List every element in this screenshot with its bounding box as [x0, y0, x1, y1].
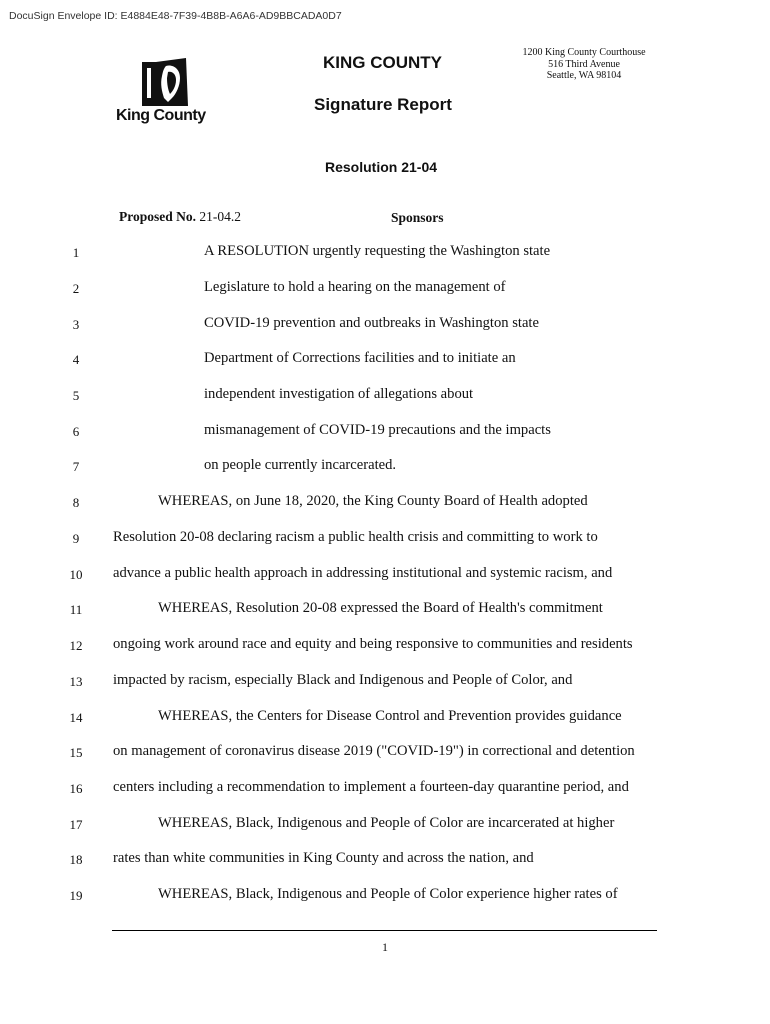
king-county-logo	[116, 58, 216, 128]
text-line	[0, 636, 770, 656]
line-number: 17	[69, 817, 83, 832]
text-line	[0, 779, 770, 799]
text-line	[0, 743, 770, 763]
line-number: 19	[69, 888, 83, 903]
text-line	[0, 850, 770, 870]
footer-rule	[112, 930, 657, 931]
proposed-number	[119, 209, 241, 225]
line-number: 11	[69, 602, 83, 617]
line-text: Department of Corrections facilities and to initiate an	[204, 350, 516, 366]
line-text: independent investigation of allegations about	[204, 386, 474, 402]
line-text: WHEREAS, Black, Indigenous and People of Color are incarcerated at higher	[158, 815, 615, 831]
line-number: 8	[72, 495, 80, 510]
line-text: impacted by racism, especially Black and Indigenous and People of Color, and	[113, 672, 573, 688]
line-text: Legislature to hold a hearing on the management of	[204, 279, 506, 295]
text-line	[0, 279, 770, 299]
text-line	[0, 422, 770, 442]
text-line	[0, 886, 770, 906]
resolution-number: Resolution 21-04	[325, 159, 438, 175]
line-number: 14	[69, 710, 83, 725]
line-text: centers including a recommendation to implement a fourteen-day quarantine period, and	[113, 779, 629, 795]
line-text: A RESOLUTION urgently requesting the Washington state	[204, 243, 551, 259]
line-text: WHEREAS, Black, Indigenous and People of Color experience higher rates of	[158, 886, 618, 902]
line-text: WHEREAS, on June 18, 2020, the King County Board of Health adopted	[158, 493, 588, 509]
page-number: 1	[382, 940, 388, 954]
text-line	[0, 350, 770, 370]
sponsors-label: Sponsors	[391, 210, 444, 225]
address-line: 1200 King County Courthouse	[522, 47, 646, 58]
logo-text: King County	[116, 107, 206, 124]
address-line: Seattle, WA 98104	[546, 70, 622, 81]
text-line	[0, 815, 770, 835]
text-line	[0, 708, 770, 728]
line-number: 10	[69, 567, 83, 582]
address-line: 516 Third Avenue	[548, 58, 620, 70]
report-title: Signature Report	[314, 95, 452, 114]
line-text: COVID-19 prevention and outbreaks in Washington state	[204, 315, 539, 331]
text-line	[0, 529, 770, 549]
text-line	[0, 565, 770, 585]
proposed-value: 21-04.2	[199, 209, 242, 224]
line-text: WHEREAS, the Centers for Disease Control and Prevention provides guidance	[158, 708, 622, 724]
line-number: 3	[72, 317, 80, 332]
text-line	[0, 315, 770, 335]
line-text: WHEREAS, Resolution 20-08 expressed the Board of Health's commitment	[158, 600, 603, 616]
king-county-emblem-icon	[142, 58, 188, 106]
line-text: rates than white communities in King County and across the nation, and	[113, 850, 534, 866]
proposed-label: Proposed No.	[119, 209, 197, 224]
line-number: 6	[72, 424, 80, 439]
line-number: 9	[72, 531, 80, 546]
line-text: advance a public health approach in addressing institutional and systemic racism, and	[113, 565, 613, 581]
text-line	[0, 672, 770, 692]
county-title: KING COUNTY	[323, 53, 442, 72]
line-text: on management of coronavirus disease 2019 ("COVID-19") in correctional and detention	[113, 743, 635, 759]
envelope-id: DocuSign Envelope ID: E4884E48-7F39-4B8B-A6A6-AD9BBCADA0D7	[9, 10, 342, 22]
text-line	[0, 600, 770, 620]
line-number: 12	[69, 638, 83, 653]
line-text: on people currently incarcerated.	[204, 457, 397, 473]
line-number: 16	[69, 781, 83, 796]
line-number: 1	[72, 245, 80, 260]
line-number: 4	[72, 352, 80, 367]
text-line	[0, 493, 770, 513]
line-number: 18	[69, 852, 83, 867]
line-text: Resolution 20-08 declaring racism a public health crisis and committing to work to	[113, 529, 598, 545]
line-number: 15	[69, 745, 83, 760]
line-number: 2	[72, 281, 80, 296]
line-number: 13	[69, 674, 83, 689]
text-line	[0, 457, 770, 477]
line-text: ongoing work around race and equity and being responsive to communities and residents	[113, 636, 633, 652]
address-block	[516, 47, 652, 82]
text-line	[0, 243, 770, 263]
line-text: mismanagement of COVID-19 precautions and the impacts	[204, 422, 551, 438]
line-number: 5	[72, 388, 80, 403]
line-number: 7	[72, 459, 80, 474]
text-line	[0, 386, 770, 406]
